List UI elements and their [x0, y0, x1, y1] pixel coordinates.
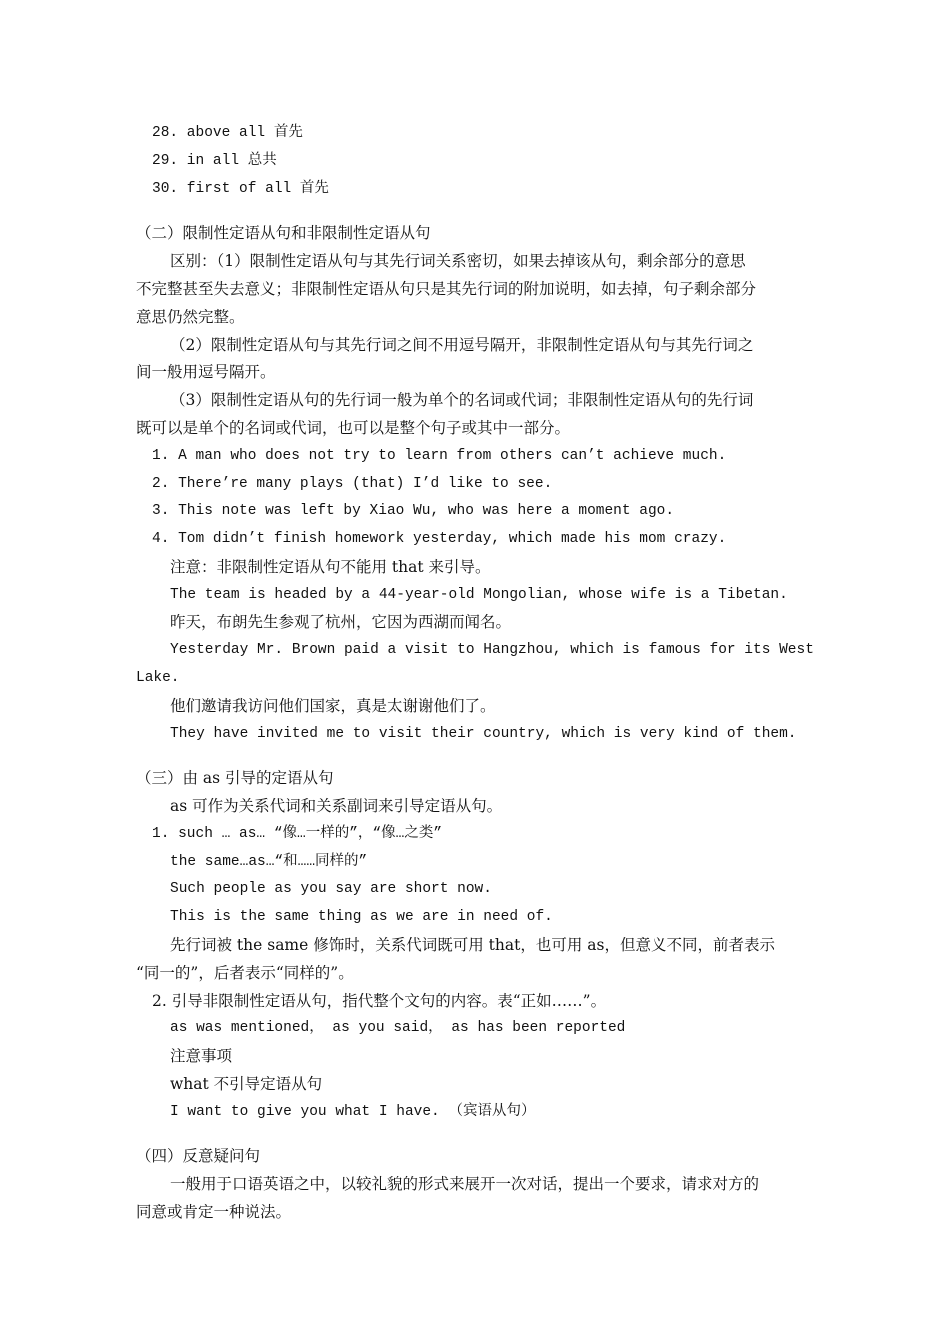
example-sentence: 2. There’re many plays (that) I’d like to see. — [152, 476, 553, 492]
section-heading-4: （四）反意疑问句 — [136, 1147, 261, 1165]
example-sentence: Such people as you say are short now. — [170, 881, 492, 897]
example-sentence: Yesterday Mr. Brown paid a visit to Hangzhou, which is famous for its West — [170, 642, 814, 658]
paragraph-line: （2）限制性定语从句与其先行词之间不用逗号隔开，非限制性定语从句与其先行词之 — [170, 336, 754, 354]
section-heading-2: （二）限制性定语从句和非限制性定语从句 — [136, 224, 431, 242]
paragraph-line: 注意事项 — [170, 1047, 233, 1065]
paragraph-line: what 不引导定语从句 — [170, 1075, 323, 1093]
paragraph-line: as 可作为关系代词和关系副词来引导定语从句。 — [170, 797, 503, 815]
paragraph-line: 先行词被 the same 修饰时，关系代词既可用 that，也可用 as，但意义不同，前者表示 — [170, 936, 775, 954]
list-item: 2. 引导非限制性定语从句，指代整个文句的内容。表“正如……”。 — [152, 992, 607, 1010]
example-sentence: This is the same thing as we are in need of. — [170, 909, 553, 925]
example-sentence: 3. This note was left by Xiao Wu, who was here a moment ago. — [152, 503, 675, 519]
paragraph-line: 既可以是单个的名词或代词，也可以是整个句子或其中一部分。 — [136, 419, 571, 437]
paragraph-line: “同一的”，后者表示“同样的”。 — [136, 964, 354, 982]
example-sentence: Lake. — [136, 670, 180, 686]
paragraph-line: 不完整甚至失去意义；非限制性定语从句只是其先行词的附加说明，如去掉，句子剩余部分 — [136, 280, 757, 298]
paragraph-line: the same…as…“和……同样的” — [170, 854, 368, 870]
paragraph-line: 同意或肯定一种说法。 — [136, 1203, 292, 1221]
list-item-30: 30. first of all 首先 — [152, 181, 329, 197]
paragraph-line: （3）限制性定语从句的先行词一般为单个的名词或代词；非限制性定语从句的先行词 — [170, 391, 754, 409]
example-sentence: 4. Tom didn’t finish homework yesterday, which made his mom crazy. — [152, 531, 727, 547]
section-heading-3: （三）由 as 引导的定语从句 — [136, 769, 334, 787]
paragraph-line: 意思仍然完整。 — [136, 308, 245, 326]
note-line: 注意：非限制性定语从句不能用 that 来引导。 — [170, 558, 491, 576]
example-sentence: The team is headed by a 44-year-old Mongolian, whose wife is a Tibetan. — [170, 587, 788, 603]
paragraph-line: 昨天，布朗先生参观了杭州，它因为西湖而闻名。 — [170, 613, 512, 631]
example-sentence: They have invited me to visit their country, which is very kind of them. — [170, 726, 797, 742]
paragraph-line: 他们邀请我访问他们国家，真是太谢谢他们了。 — [170, 697, 496, 715]
example-sentence: 1. A man who does not try to learn from others can’t achieve much. — [152, 448, 727, 464]
paragraph-line: 区别：（1）限制性定语从句与其先行词关系密切，如果去掉该从句，剩余部分的意思 — [170, 252, 746, 270]
paragraph-line: 一般用于口语英语之中，以较礼貌的形式来展开一次对话，提出一个要求，请求对方的 — [170, 1175, 760, 1193]
list-item: 1. such … as… “像…一样的”，“像…之类” — [152, 826, 443, 842]
paragraph-line: 间一般用逗号隔开。 — [136, 363, 276, 381]
example-sentence: as was mentioned， as you said， as has been reported — [170, 1020, 626, 1036]
list-item-28: 28. above all 首先 — [152, 125, 303, 141]
list-item-29: 29. in all 总共 — [152, 153, 277, 169]
example-sentence: I want to give you what I have. （宾语从句） — [170, 1104, 536, 1120]
